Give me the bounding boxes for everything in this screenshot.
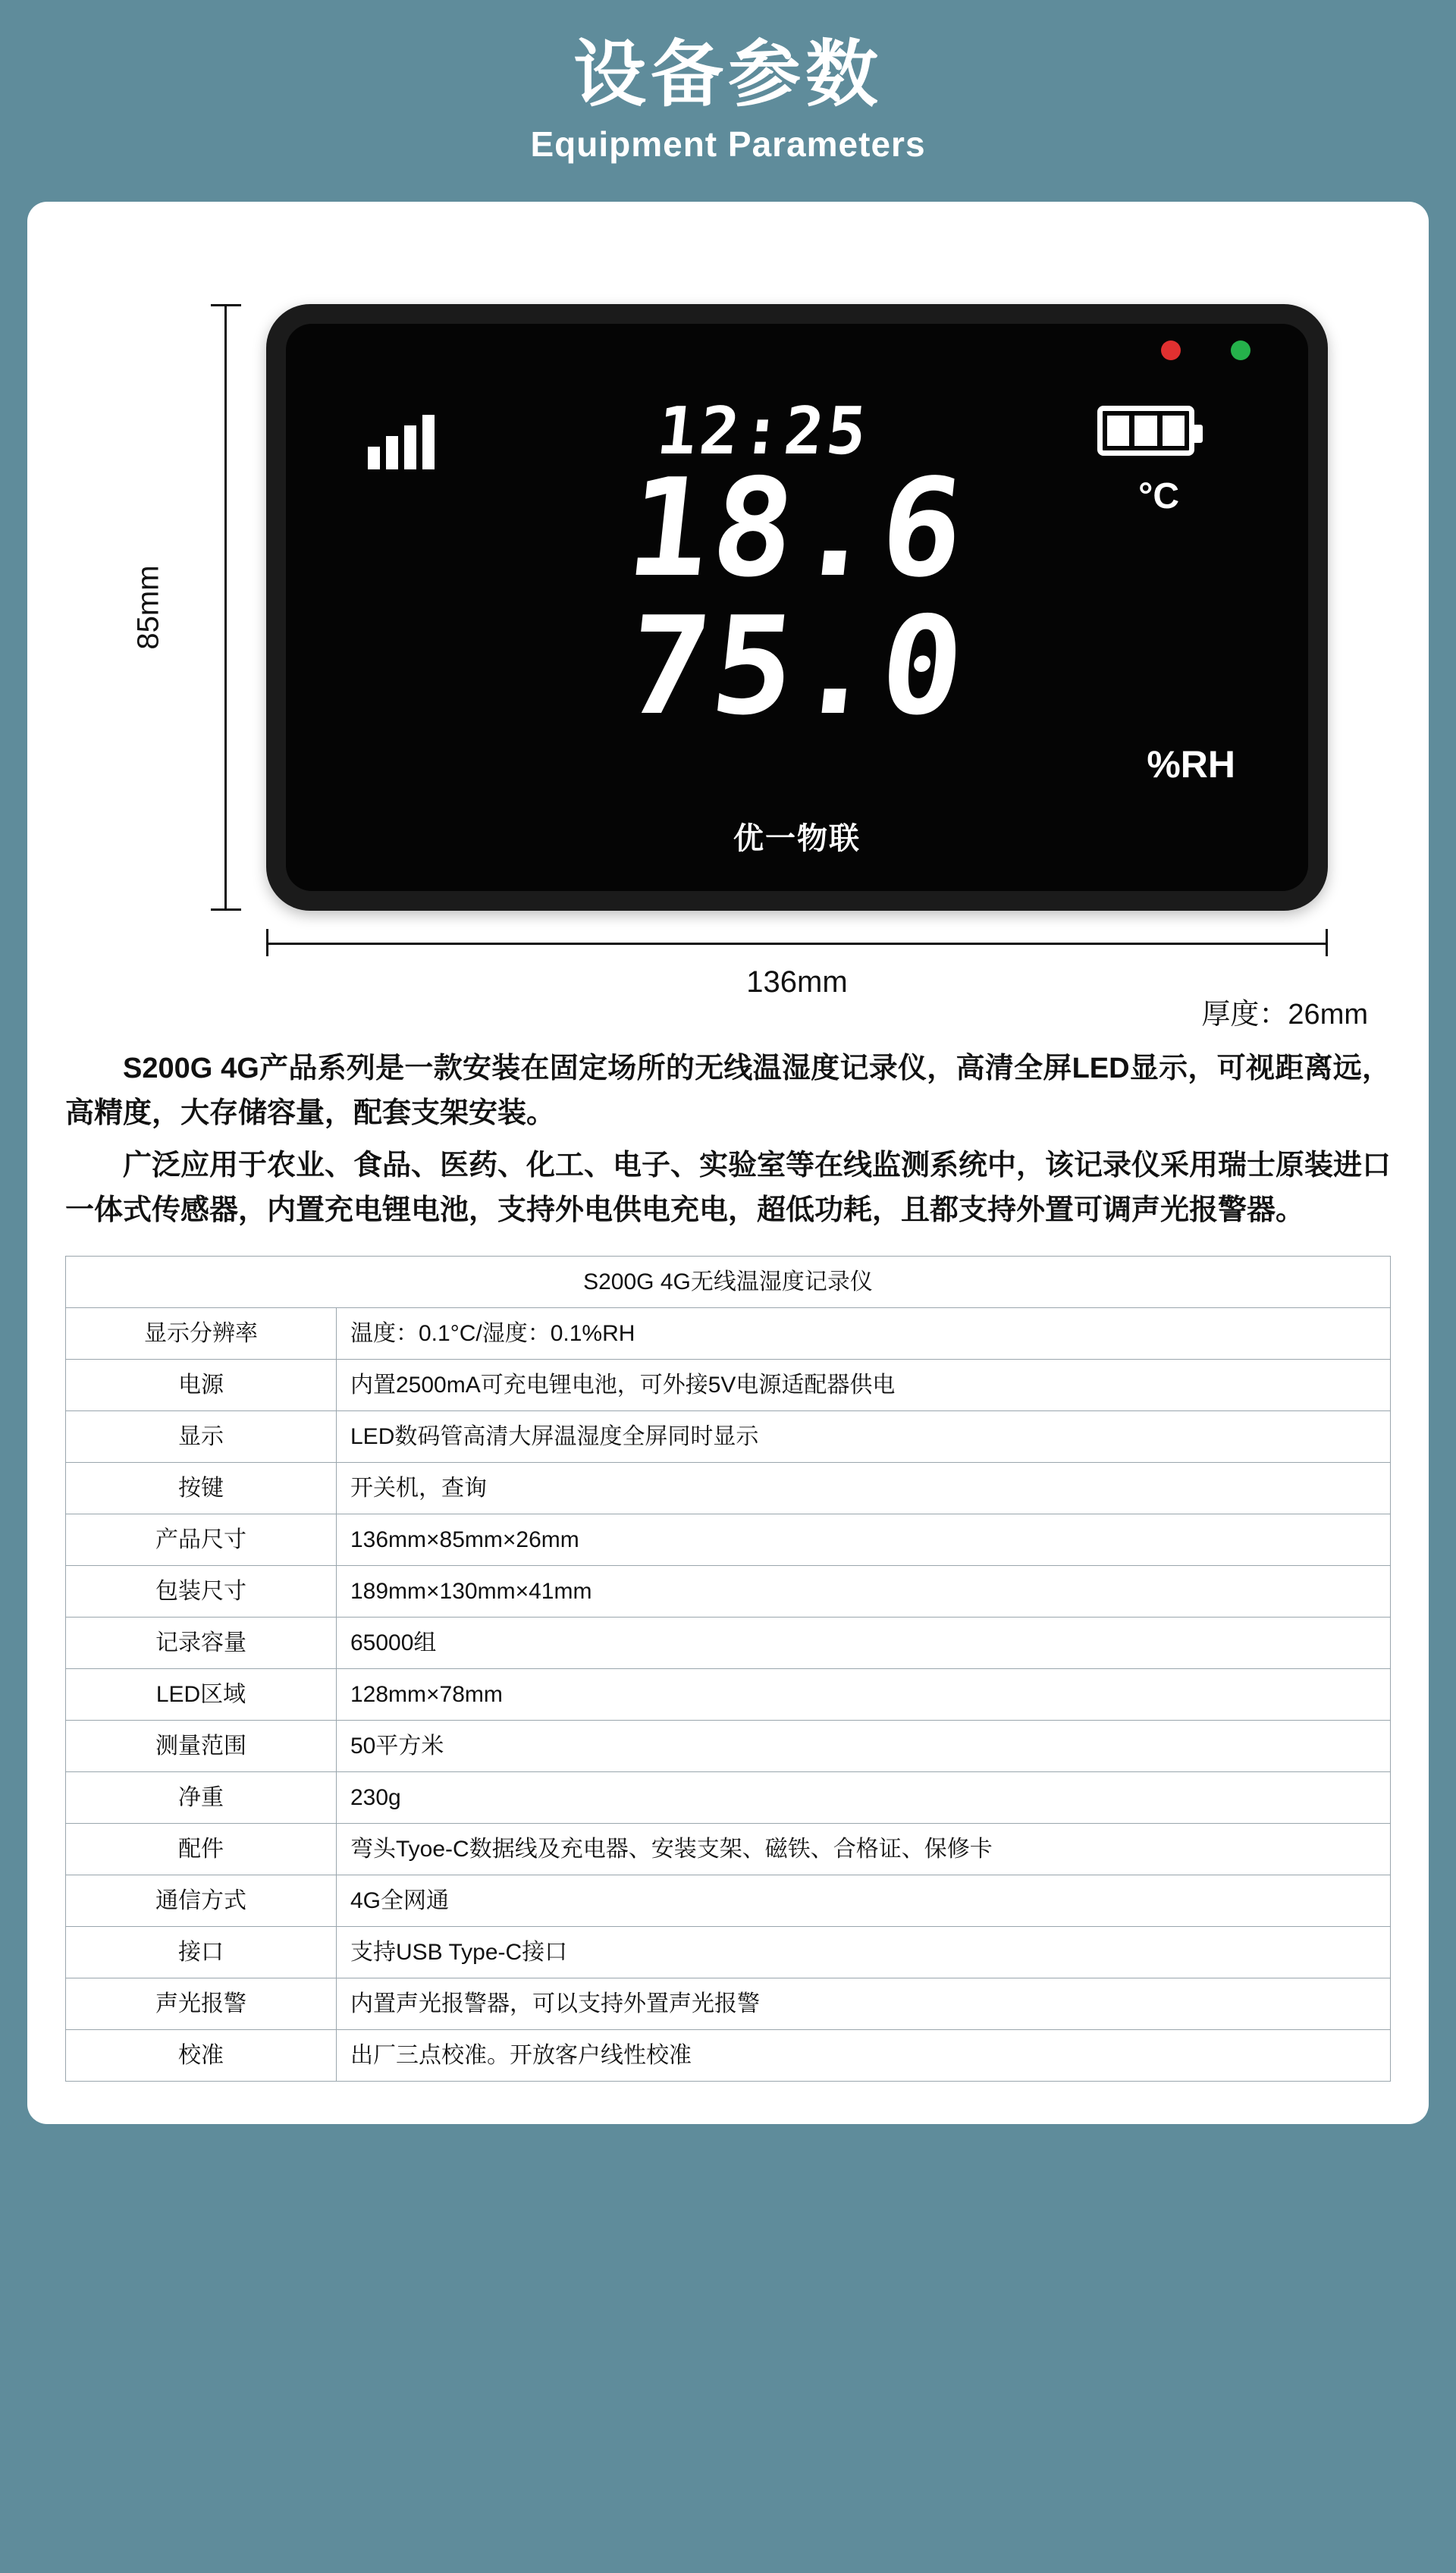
height-dimension: [131, 304, 240, 911]
spec-table-body: [66, 1256, 1391, 2081]
page-header: [0, 0, 1456, 168]
page-title-en: Equipment Parameters: [530, 124, 926, 164]
brand-label: 优一物联: [733, 821, 861, 855]
table-row: [66, 1307, 1391, 1359]
table-row: [66, 2029, 1391, 2081]
description-paragraph-2: 广泛应用于农业、食品、医药、化工、电子、实验室等在线监测系统中，该记录仪采用瑞士原装进口一体式传感器，内置充电锂电池，支持外电供电充电，超低功耗，且都支持外置可调声光报警器。: [65, 1149, 1392, 1226]
spec-key: 按键: [66, 1462, 337, 1514]
table-row: [66, 1720, 1391, 1771]
spec-value: 128mm×78mm: [337, 1668, 1391, 1720]
table-row: [66, 1875, 1391, 1926]
spec-key: 包装尺寸: [66, 1565, 337, 1617]
status-leds: [1161, 340, 1250, 360]
humidity-unit: %RH: [1147, 742, 1235, 786]
spec-key: 记录容量: [66, 1617, 337, 1668]
temperature-display: 18.6: [620, 449, 974, 607]
red-led-icon: [1161, 340, 1181, 360]
spec-value: 内置声光报警器，可以支持外置声光报警: [337, 1978, 1391, 2029]
table-row: [66, 1410, 1391, 1462]
spec-key: 净重: [66, 1771, 337, 1823]
spec-key: 电源: [66, 1359, 337, 1410]
spec-value: 189mm×130mm×41mm: [337, 1565, 1391, 1617]
device-diagram: [65, 232, 1391, 1043]
spec-value: 温度：0.1°C/湿度：0.1%RH: [337, 1307, 1391, 1359]
table-row: [66, 1771, 1391, 1823]
description-paragraph-1: S200G 4G产品系列是一款安装在固定场所的无线温湿度记录仪，高清全屏LED显示，可视距离远，高精度，大存储容量，配套支架安装。: [65, 1052, 1391, 1129]
spec-value: 65000组: [337, 1617, 1391, 1668]
table-row: [66, 1514, 1391, 1565]
width-line: [266, 943, 1328, 945]
spec-key: 声光报警: [66, 1978, 337, 2029]
content-card: [27, 202, 1429, 2124]
spec-key: 测量范围: [66, 1720, 337, 1771]
spec-value: 4G全网通: [337, 1875, 1391, 1926]
table-row: [66, 1978, 1391, 2029]
spec-table-title-row: [66, 1256, 1391, 1307]
width-dimension: [266, 933, 1328, 1017]
humidity-display: 75.0: [620, 587, 974, 745]
spec-value: 出厂三点校准。开放客户线性校准: [337, 2029, 1391, 2081]
spec-key: 通信方式: [66, 1875, 337, 1926]
spec-value: 136mm×85mm×26mm: [337, 1514, 1391, 1565]
table-row: [66, 1926, 1391, 1978]
spec-key: 接口: [66, 1926, 337, 1978]
spec-key: 显示分辨率: [66, 1307, 337, 1359]
spec-value: 50平方米: [337, 1720, 1391, 1771]
clock-display: 12:25: [653, 393, 874, 469]
spec-value: 开关机，查询: [337, 1462, 1391, 1514]
spec-value: LED数码管高清大屏温湿度全屏同时显示: [337, 1410, 1391, 1462]
width-label: 136mm: [746, 965, 848, 999]
battery-icon: [1097, 406, 1194, 456]
height-line: [224, 304, 227, 911]
device-screen: [286, 324, 1308, 891]
page-title-cn: 设备参数: [573, 34, 883, 115]
table-row: [66, 1565, 1391, 1617]
table-row: [66, 1462, 1391, 1514]
spec-key: 显示: [66, 1410, 337, 1462]
table-row: [66, 1823, 1391, 1875]
green-led-icon: [1231, 340, 1250, 360]
width-cap-right: [1326, 929, 1328, 956]
spec-key: 产品尺寸: [66, 1514, 337, 1565]
height-cap-bottom: [211, 908, 241, 911]
table-row: [66, 1668, 1391, 1720]
table-row: [66, 1359, 1391, 1410]
table-row: [66, 1617, 1391, 1668]
height-label: 85mm: [131, 565, 165, 650]
spec-value: 内置2500mA可充电锂电池，可外接5V电源适配器供电: [337, 1359, 1391, 1410]
spec-value: 支持USB Type-C接口: [337, 1926, 1391, 1978]
spec-table-title: S200G 4G无线温湿度记录仪: [66, 1256, 1391, 1307]
spec-value: 弯头Tyoe-C数据线及充电器、安装支架、磁铁、合格证、保修卡: [337, 1823, 1391, 1875]
temperature-unit: °C: [1138, 475, 1179, 516]
spec-key: LED区域: [66, 1668, 337, 1720]
thickness-label: 厚度：26mm: [1201, 998, 1368, 1031]
spec-key: 配件: [66, 1823, 337, 1875]
spec-key: 校准: [66, 2029, 337, 2081]
spec-table: [65, 1256, 1391, 2082]
description-block: [65, 1046, 1391, 1233]
device-body: [266, 304, 1328, 911]
spec-value: 230g: [337, 1771, 1391, 1823]
